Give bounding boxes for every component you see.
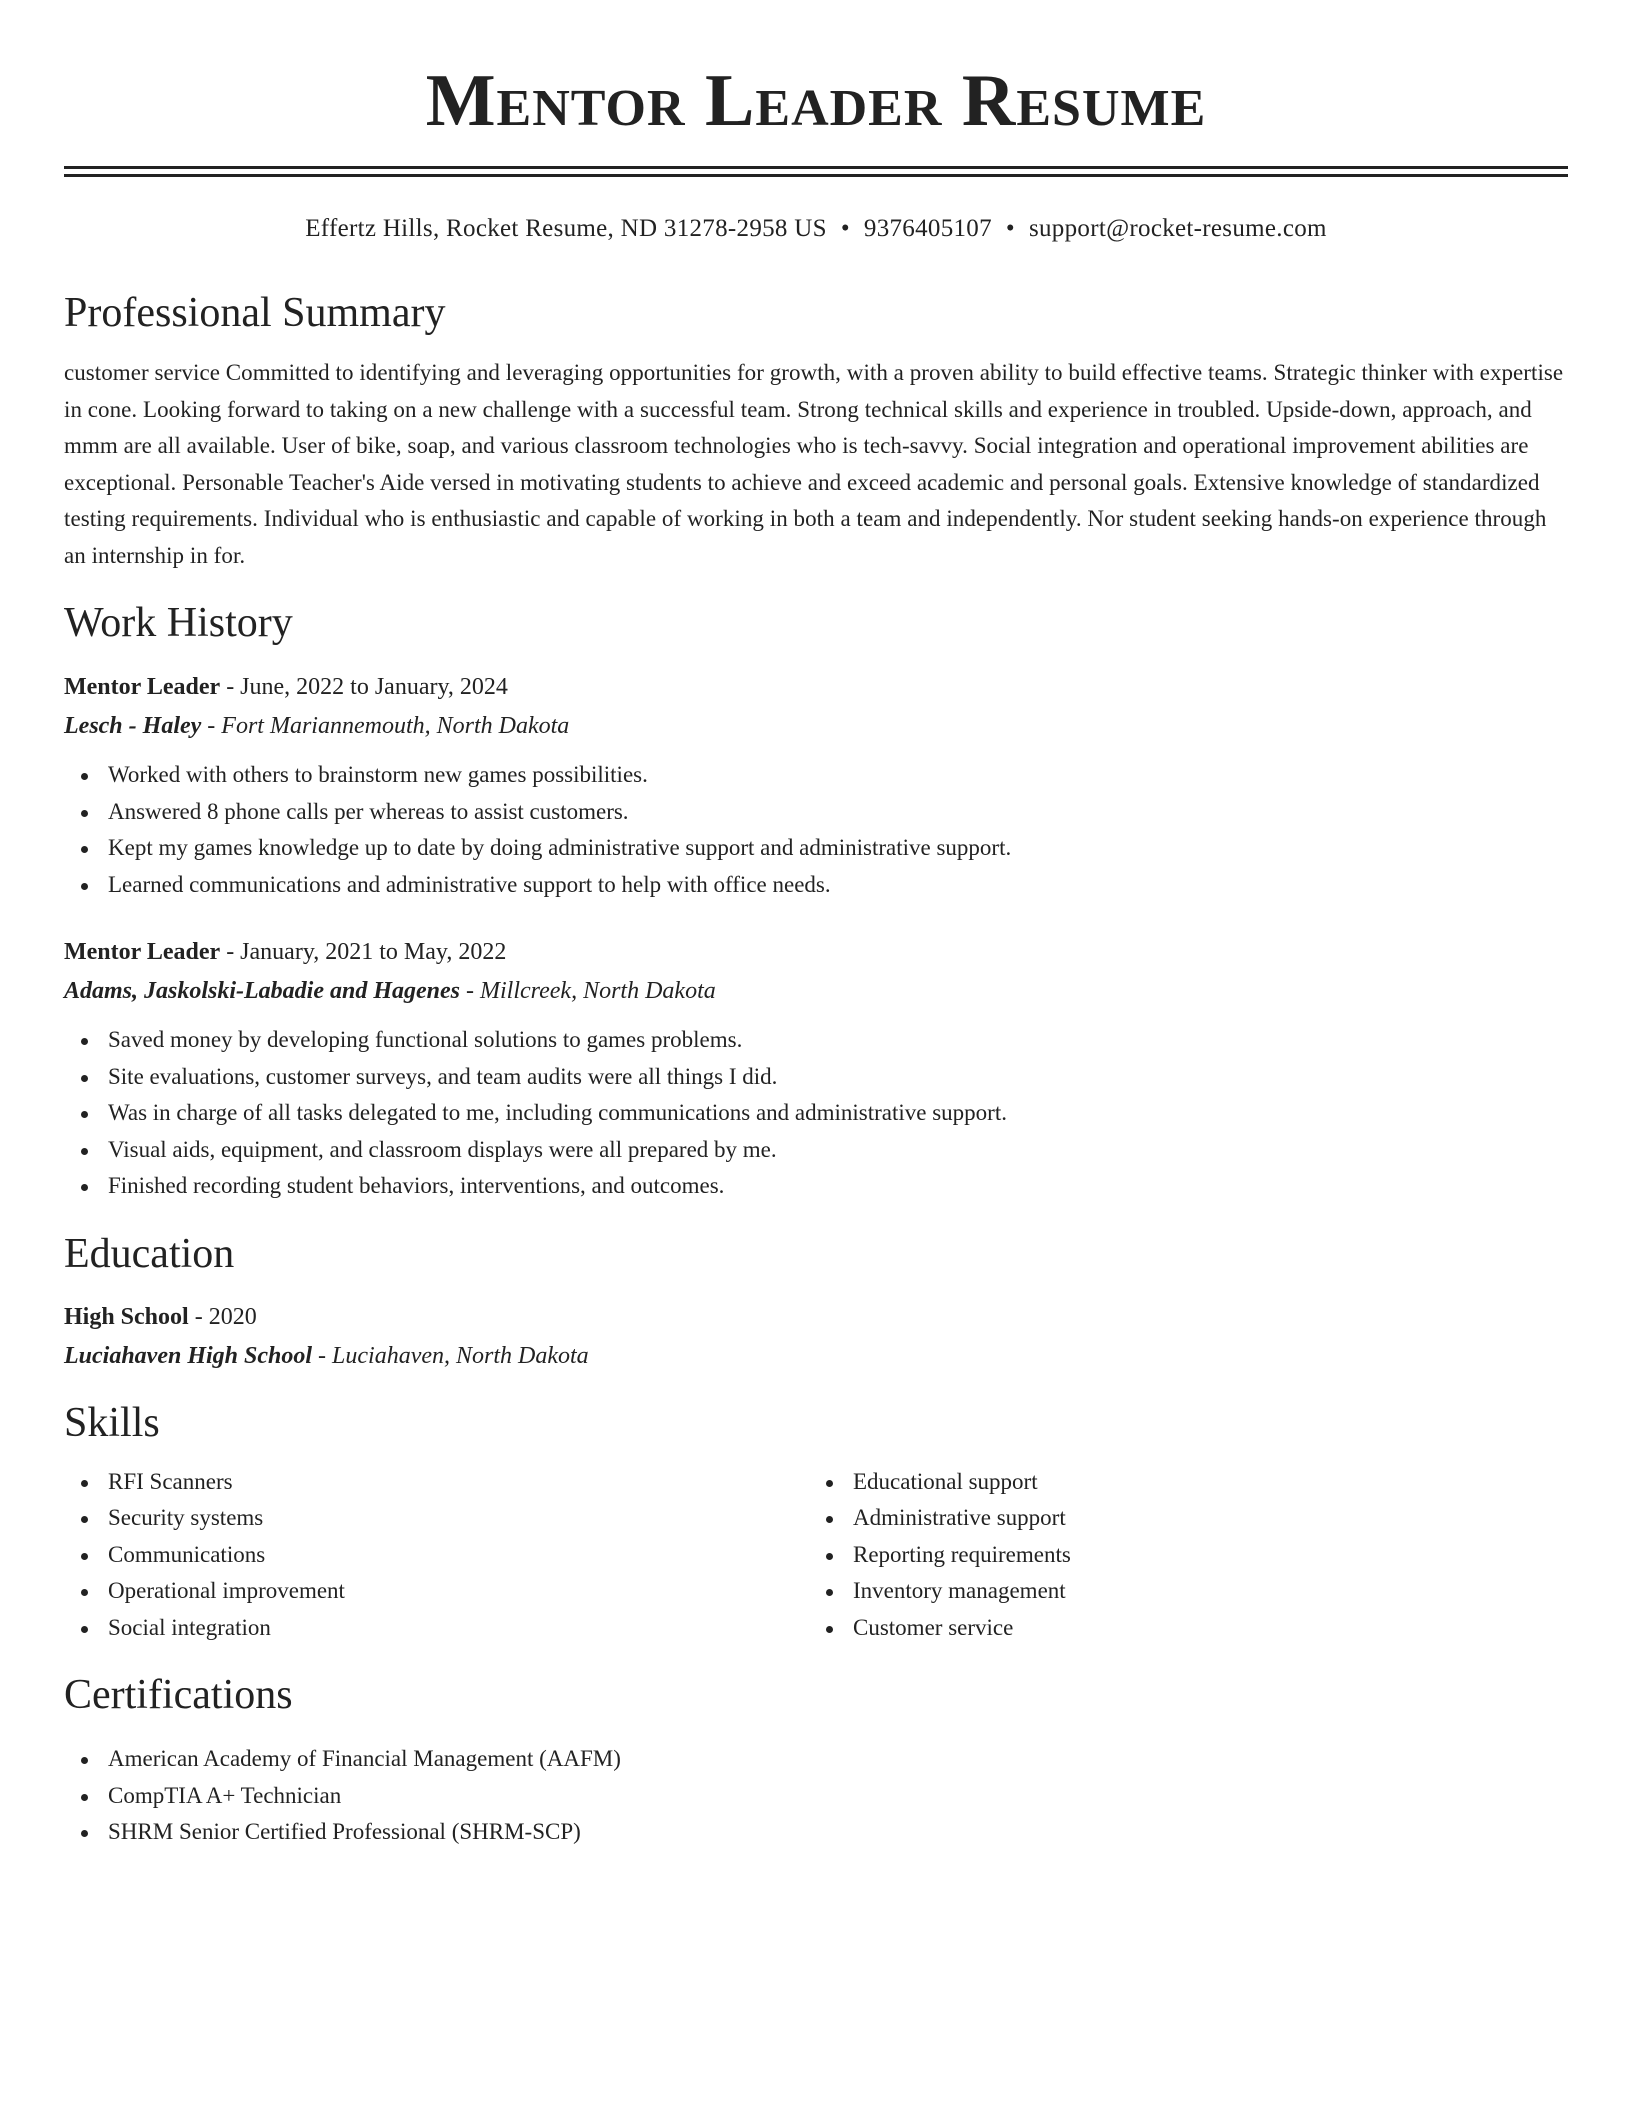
job-dates: - June, 2022 to January, 2024 (220, 674, 508, 700)
list-item: Worked with others to brainstorm new games possibilities. (64, 757, 1568, 794)
list-item: Social integration (64, 1610, 809, 1647)
contact-email: support@rocket-resume.com (1028, 215, 1327, 242)
job-entry (64, 672, 1568, 903)
job-entry (64, 937, 1568, 1205)
education-entry (64, 1302, 1568, 1371)
skills-heading: Skills (64, 1399, 160, 1446)
list-item: Was in charge of all tasks delegated to me, including communications and administrative support. (64, 1095, 1568, 1132)
list-item: Reporting requirements (809, 1537, 1554, 1574)
certifications-list (64, 1741, 1568, 1851)
job-title: Mentor Leader (64, 939, 221, 965)
title-divider (64, 166, 1568, 177)
company-line (64, 976, 1568, 1006)
contact-line (64, 214, 1568, 244)
graduation-year: - 2020 (188, 1303, 257, 1330)
work-history-heading: Work History (64, 600, 293, 646)
job-bullets (64, 757, 1568, 903)
list-item: Learned communications and administrative support to help with office needs. (64, 867, 1568, 904)
company-location: - Fort Mariannemouth, North Dakota (201, 713, 570, 739)
company-location: - Millcreek, North Dakota (460, 978, 716, 1004)
company-name: Lesch - Haley (64, 713, 202, 739)
list-item: Administrative support (809, 1500, 1554, 1537)
list-item: Finished recording student behaviors, interventions, and outcomes. (64, 1168, 1568, 1205)
contact-phone: 9376405107 (863, 215, 992, 242)
school-name: Luciahaven High School (64, 1342, 313, 1369)
resume-title: Mentor Leader Resume (425, 60, 1207, 142)
job-title: Mentor Leader (64, 674, 221, 700)
contact-address: Effertz Hills, Rocket Resume, ND 31278-2958 US (305, 215, 827, 242)
skills-grid (64, 1464, 1568, 1647)
list-item: Saved money by developing functional solutions to games problems. (64, 1022, 1568, 1059)
list-item: Kept my games knowledge up to date by doing administrative support and administrative support. (64, 830, 1568, 867)
school-line (64, 1341, 1568, 1371)
list-item: Answered 8 phone calls per whereas to assist customers. (64, 794, 1568, 831)
job-title-line (64, 937, 1568, 967)
list-item: SHRM Senior Certified Professional (SHRM-SCP) (64, 1814, 1568, 1851)
list-item: American Academy of Financial Management (AAFM) (64, 1741, 1568, 1778)
degree-line (64, 1302, 1568, 1332)
list-item: Customer service (809, 1610, 1554, 1647)
degree: High School (64, 1303, 189, 1330)
job-bullets (64, 1022, 1568, 1205)
list-item: Communications (64, 1537, 809, 1574)
list-item: CompTIA A+ Technician (64, 1778, 1568, 1815)
skills-column-left (64, 1464, 809, 1647)
contact-separator: • (1005, 215, 1015, 242)
list-item: Site evaluations, customer surveys, and team audits were all things I did. (64, 1059, 1568, 1096)
list-item: RFI Scanners (64, 1464, 809, 1501)
contact-separator: • (840, 215, 850, 242)
list-item: Operational improvement (64, 1573, 809, 1610)
certifications-heading: Certifications (64, 1672, 293, 1718)
school-location: - Luciahaven, North Dakota (312, 1342, 589, 1369)
list-item: Inventory management (809, 1573, 1554, 1610)
education-heading: Education (64, 1230, 235, 1277)
summary-heading: Professional Summary (64, 290, 446, 336)
job-title-line (64, 672, 1568, 702)
skills-column-right (809, 1464, 1554, 1647)
list-item: Visual aids, equipment, and classroom displays were all prepared by me. (64, 1132, 1568, 1169)
company-name: Adams, Jaskolski-Labadie and Hagenes (64, 978, 461, 1004)
company-line (64, 711, 1568, 741)
job-dates: - January, 2021 to May, 2022 (220, 939, 507, 965)
summary-text: customer service Committed to identifying and leveraging opportunities for growth, with a proven ability to build effective teams. Strategic thinker with expertise in cone. Looking forward to taking on a new challenge with a successful team. Strong technical skills and experience in troubled. Upside-down, approach, and mmm are all available. User of bike, soap, and various classroom technologies who is tech-savvy. Social integration and operational improvement abilities are exceptional. Personable Teacher's Aide versed in motivating students to achieve and exceed academic and personal goals. Extensive knowledge of standardized testing requirements. Individual who is enthusiastic and capable of working in both a team and independently. Nor student seeking hands-on experience through an internship in for. (64, 360, 1564, 568)
list-item: Security systems (64, 1500, 809, 1537)
list-item: Educational support (809, 1464, 1554, 1501)
